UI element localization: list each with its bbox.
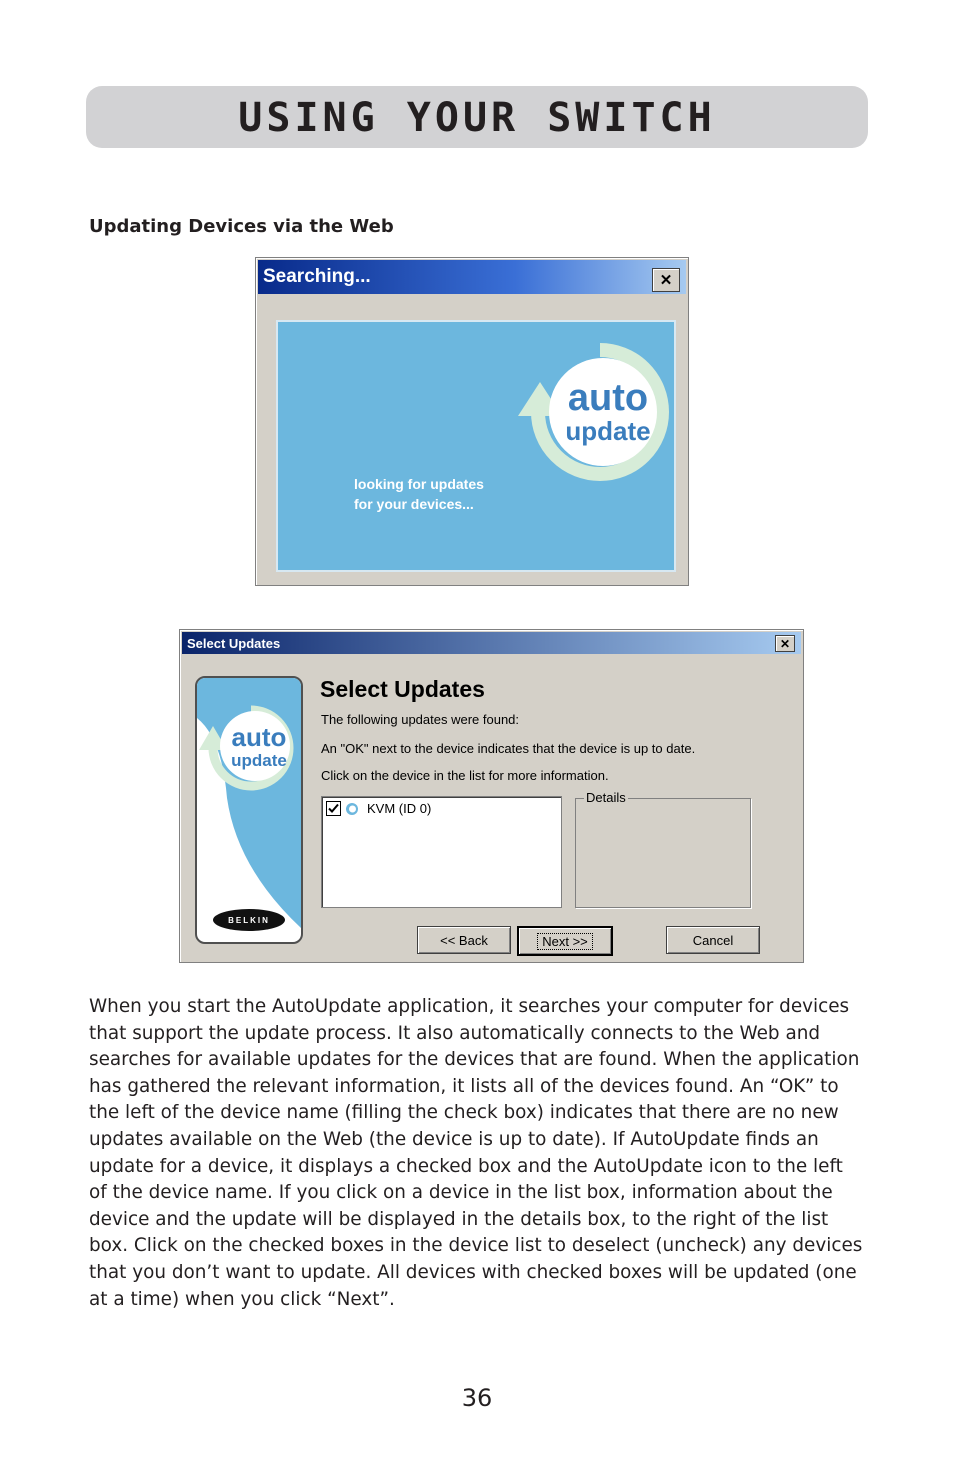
back-button[interactable]	[417, 926, 511, 954]
body-line: the left of the device name (filling the check box) indicates that there are no new	[89, 1102, 839, 1124]
cancel-button-label: Cancel	[692, 932, 734, 948]
body-line: box. Click on the checked boxes in the device list to deselect (uncheck) any devices	[89, 1235, 863, 1257]
side-panel-art	[197, 678, 301, 942]
next-button[interactable]	[517, 926, 613, 956]
searching-window-title: Searching...	[263, 266, 371, 287]
select-updates-window	[179, 629, 804, 963]
autoupdate-icon	[345, 802, 359, 816]
device-checkbox[interactable]	[326, 801, 341, 816]
dialog-heading: Select Updates	[320, 676, 485, 702]
close-button[interactable]	[775, 635, 795, 652]
details-label: Details	[586, 790, 626, 805]
back-button-label: << Back	[440, 932, 488, 948]
side-logo-word-update: update	[231, 751, 287, 770]
list-item[interactable]	[326, 801, 431, 816]
device-name: KVM (ID 0)	[367, 801, 432, 816]
side-logo-panel	[195, 676, 303, 944]
body-line: updates available on the Web (the device is up to date). If AutoUpdate finds an	[89, 1128, 819, 1150]
header-banner	[86, 86, 868, 148]
dialog-line-ok-note: An "OK" next to the device indicates that the device is up to date.	[321, 741, 696, 756]
dialog-line-found: The following updates were found:	[321, 712, 520, 727]
close-button[interactable]	[652, 268, 680, 292]
select-updates-titlebar[interactable]	[182, 632, 801, 654]
cancel-button[interactable]	[666, 926, 760, 954]
searching-titlebar[interactable]	[258, 260, 686, 294]
autoupdate-logo	[510, 324, 680, 504]
page-title: USING YOUR SWITCH	[238, 95, 716, 141]
side-logo-word-auto: auto	[231, 722, 287, 752]
close-icon: ✕	[659, 271, 673, 289]
section-heading: Updating Devices via the Web	[89, 216, 394, 237]
body-line: has gathered the relevant information, it lists all of the devices found. An “OK” to	[89, 1075, 839, 1097]
next-button-label: Next >>	[537, 933, 593, 950]
body-line: that you don’t want to update. All devices with checked boxes will be updated (one	[89, 1261, 857, 1283]
logo-word-update: update	[565, 416, 651, 446]
body-line: that support the update process. It also automatically connects to the Web and	[89, 1022, 821, 1044]
page-number: 36	[461, 1384, 493, 1412]
dialog-line-click-info: Click on the device in the list for more information.	[321, 768, 609, 783]
body-line: update for a device, it displays a checked box and the AutoUpdate icon to the left	[89, 1155, 843, 1177]
searching-splash	[276, 320, 676, 572]
searching-message	[354, 474, 484, 514]
searching-message-line2: for your devices...	[354, 496, 474, 512]
searching-message-line1: looking for updates	[354, 476, 484, 492]
select-updates-window-title: Select Updates	[187, 635, 281, 651]
searching-window	[255, 257, 689, 586]
device-listbox[interactable]	[321, 796, 562, 908]
details-groupbox	[575, 790, 751, 908]
close-icon: ✕	[779, 636, 791, 651]
body-paragraph	[89, 994, 863, 1313]
body-line: When you start the AutoUpdate application, it searches your computer for devices	[89, 996, 850, 1017]
body-line: of the device name. If you click on a device in the list box, information about the	[89, 1182, 833, 1204]
belkin-logo-text: BELKIN	[228, 916, 270, 925]
body-line: device and the update will be displayed in the details box, to the right of the list	[89, 1208, 829, 1230]
body-line: at a time) when you click “Next”.	[89, 1288, 395, 1310]
logo-word-auto: auto	[567, 377, 649, 419]
checkmark-icon	[327, 802, 340, 815]
body-line: searches for available updates for the devices that are found. When the application	[89, 1049, 860, 1071]
